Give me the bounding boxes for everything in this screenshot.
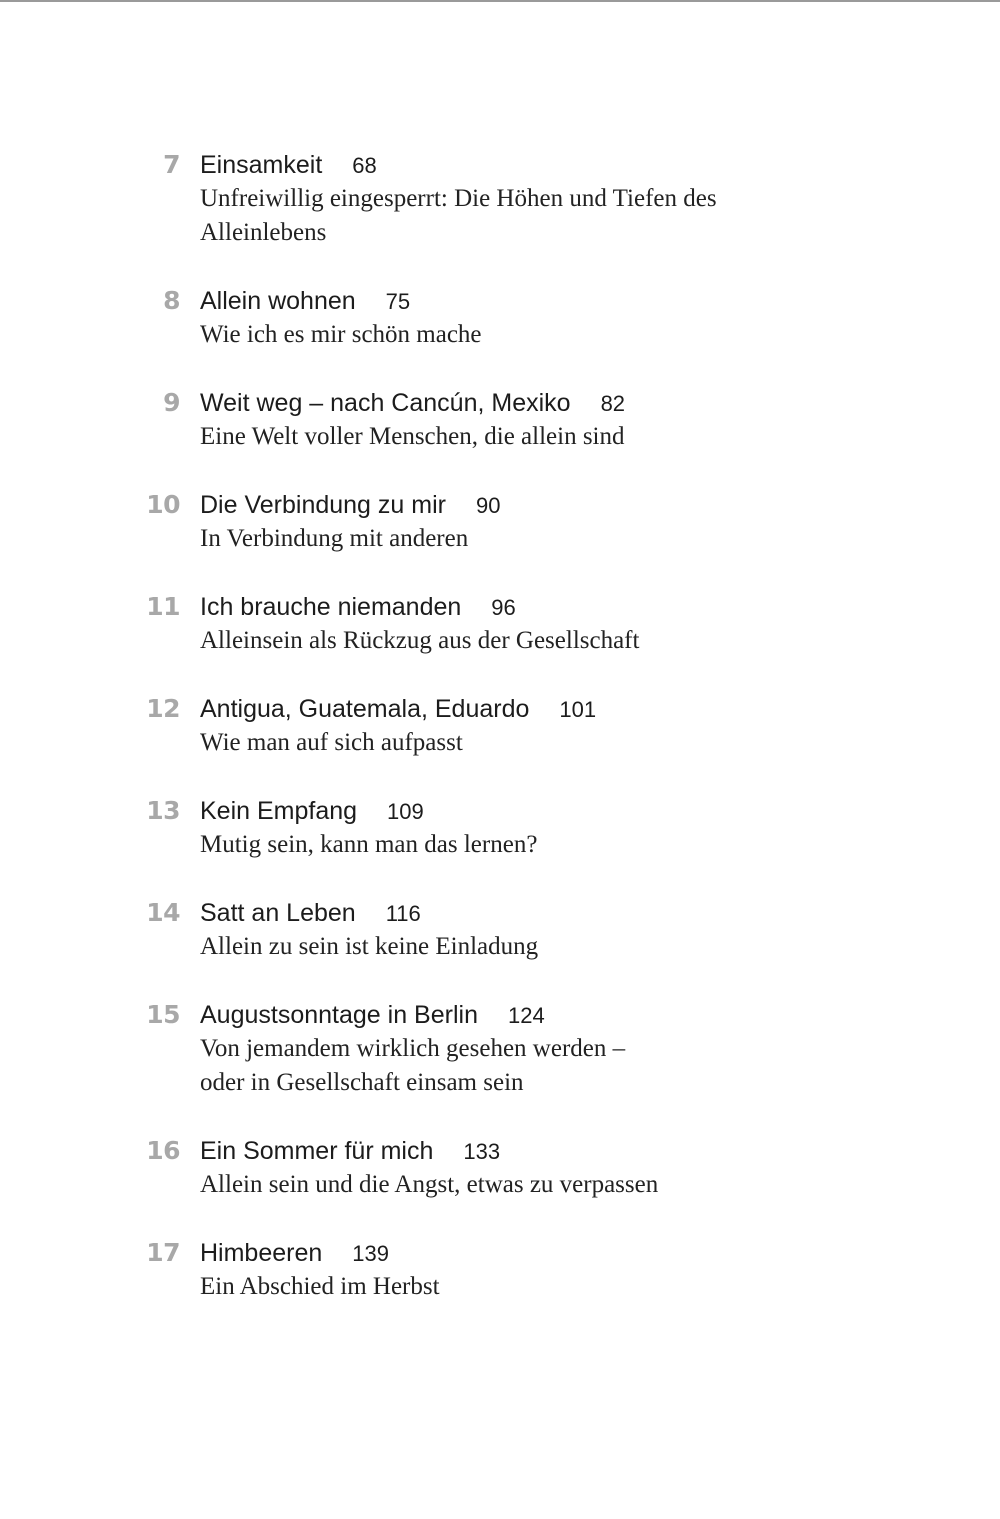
toc-entry xyxy=(0,386,1000,488)
toc-entry xyxy=(0,590,1000,692)
toc-entry xyxy=(0,998,1000,1134)
chapter-subtitle: Ein Abschied im Herbst xyxy=(200,1273,440,1300)
chapter-subtitle: Eine Welt voller Menschen, die allein sind xyxy=(200,423,625,450)
chapter-title-line xyxy=(200,284,410,319)
chapter-title: Augustsonntage in Berlin xyxy=(200,1001,478,1029)
chapter-title: Einsamkeit xyxy=(200,151,323,179)
chapter-subtitle: In Verbindung mit anderen xyxy=(200,525,469,552)
chapter-subtitle: Allein sein und die Angst, etwas zu verpassen xyxy=(200,1171,659,1198)
toc-entry xyxy=(0,1134,1000,1236)
chapter-title: Satt an Leben xyxy=(200,899,356,927)
chapter-subtitle: Mutig sein, kann man das lernen? xyxy=(200,831,538,858)
chapter-number: 13 xyxy=(146,796,180,825)
table-of-contents xyxy=(0,148,1000,1338)
chapter-subtitle: Von jemandem wirklich gesehen werden – oder in Gesellschaft einsam sein xyxy=(200,1035,626,1096)
chapter-title-line xyxy=(200,488,500,523)
chapter-title-line xyxy=(200,896,421,931)
chapter-number: 8 xyxy=(163,286,180,315)
chapter-title-line xyxy=(200,1236,389,1271)
chapter-title-line xyxy=(200,692,596,727)
chapter-page-number: 75 xyxy=(385,289,411,314)
toc-entry xyxy=(0,488,1000,590)
chapter-title: Weit weg – nach Cancún, Mexiko xyxy=(200,389,571,417)
chapter-page-number: 90 xyxy=(475,493,501,518)
chapter-number: 17 xyxy=(146,1238,180,1267)
chapter-title-line xyxy=(200,998,545,1033)
top-border-line xyxy=(0,0,1000,2)
chapter-subtitle: Wie man auf sich aufpasst xyxy=(200,729,463,756)
chapter-page-number: 101 xyxy=(559,697,597,722)
chapter-number: 9 xyxy=(163,388,180,417)
chapter-title-line xyxy=(200,590,516,625)
chapter-title-line xyxy=(200,794,424,829)
chapter-page-number: 139 xyxy=(352,1241,389,1266)
chapter-number: 14 xyxy=(146,898,180,927)
chapter-number: 7 xyxy=(163,150,180,179)
chapter-title: Himbeeren xyxy=(200,1239,323,1267)
chapter-subtitle: Wie ich es mir schön mache xyxy=(200,321,482,348)
chapter-subtitle: Allein zu sein ist keine Einladung xyxy=(200,933,539,960)
chapter-title-line xyxy=(200,148,377,183)
chapter-page-number: 96 xyxy=(491,595,516,620)
chapter-number: 15 xyxy=(146,1000,180,1029)
chapter-title: Die Verbindung zu mir xyxy=(200,491,446,519)
chapter-number: 12 xyxy=(146,694,180,723)
chapter-page-number: 124 xyxy=(507,1003,545,1028)
chapter-title: Kein Empfang xyxy=(200,797,358,825)
toc-entry xyxy=(0,1236,1000,1338)
chapter-title: Allein wohnen xyxy=(200,287,356,315)
chapter-page-number: 109 xyxy=(387,799,424,824)
toc-entry xyxy=(0,794,1000,896)
toc-entry xyxy=(0,692,1000,794)
chapter-number: 11 xyxy=(146,592,180,621)
chapter-subtitle: Unfreiwillig eingesperrt: Die Höhen und Tiefen des Alleinlebens xyxy=(200,185,717,246)
toc-entry xyxy=(0,896,1000,998)
chapter-title: Antigua, Guatemala, Eduardo xyxy=(200,695,530,723)
chapter-title: Ich brauche niemanden xyxy=(200,593,462,621)
chapter-title: Ein Sommer für mich xyxy=(200,1137,434,1165)
chapter-page-number: 68 xyxy=(352,153,377,178)
chapter-number: 16 xyxy=(146,1136,180,1165)
chapter-title-line xyxy=(200,1134,500,1169)
chapter-page-number: 82 xyxy=(600,391,626,416)
toc-entry xyxy=(0,284,1000,386)
chapter-subtitle: Alleinsein als Rückzug aus der Gesellschaft xyxy=(200,627,640,654)
chapter-title-line xyxy=(200,386,625,421)
chapter-page-number: 133 xyxy=(463,1139,501,1164)
toc-entry xyxy=(0,148,1000,284)
chapter-number: 10 xyxy=(146,490,180,519)
chapter-page-number: 116 xyxy=(385,901,421,926)
